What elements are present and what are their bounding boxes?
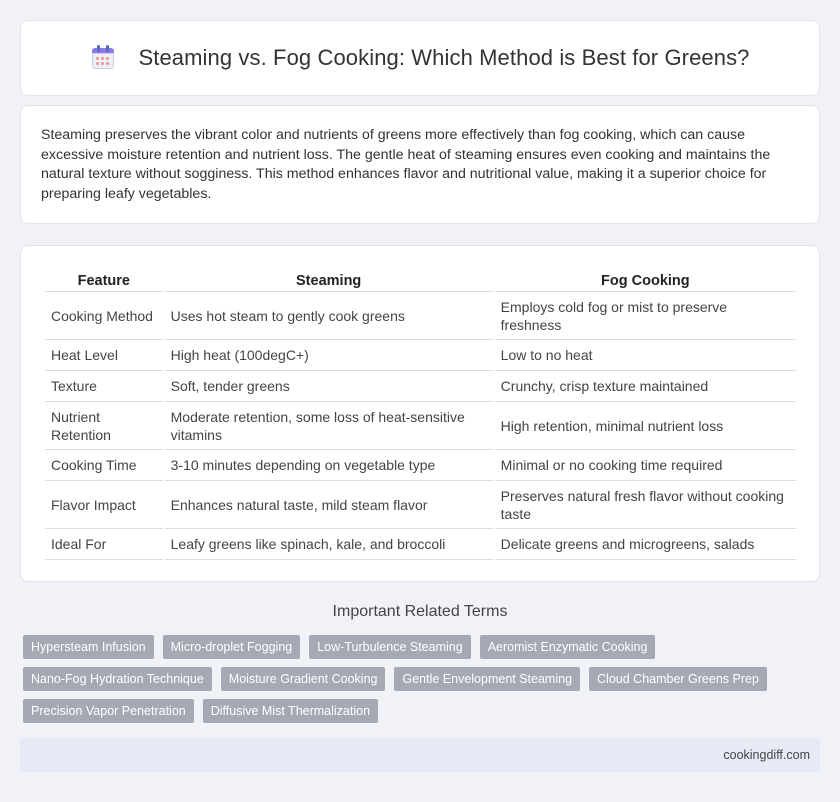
tag-nano-fog-hydration-technique[interactable]: Nano-Fog Hydration Technique — [23, 667, 212, 691]
tag-cloud-chamber-greens-prep[interactable]: Cloud Chamber Greens Prep — [589, 667, 767, 691]
cell-steaming: Enhances natural taste, mild steam flavor — [165, 481, 493, 529]
table-row — [45, 529, 796, 560]
cell-feature: Flavor Impact — [45, 481, 163, 529]
table-row — [45, 481, 796, 529]
tag-aeromist-enzymatic-cooking[interactable]: Aeromist Enzymatic Cooking — [480, 635, 656, 659]
cell-feature: Heat Level — [45, 340, 163, 371]
table-row — [45, 371, 796, 402]
table-row — [45, 292, 796, 340]
tag-moisture-gradient-cooking[interactable]: Moisture Gradient Cooking — [221, 667, 386, 691]
header-fog-cooking: Fog Cooking — [495, 266, 796, 292]
comparison-card — [20, 245, 820, 582]
table-row — [45, 340, 796, 371]
cell-feature: Cooking Method — [45, 292, 163, 340]
table-row — [45, 450, 796, 481]
cell-fog-cooking: Employs cold fog or mist to preserve freshness — [495, 292, 796, 340]
table-header-row — [45, 266, 796, 292]
related-terms-tags — [23, 635, 823, 723]
title-card — [20, 20, 820, 96]
cell-fog-cooking: Minimal or no cooking time required — [495, 450, 796, 481]
tag-gentle-envelopment-steaming[interactable]: Gentle Envelopment Steaming — [394, 667, 580, 691]
cell-steaming: 3-10 minutes depending on vegetable type — [165, 450, 493, 481]
footer — [20, 738, 820, 772]
intro-card — [20, 105, 820, 224]
tag-hypersteam-infusion[interactable]: Hypersteam Infusion — [23, 635, 154, 659]
cell-fog-cooking: High retention, minimal nutrient loss — [495, 402, 796, 450]
tag-diffusive-mist-thermalization[interactable]: Diffusive Mist Thermalization — [203, 699, 378, 723]
cell-steaming: High heat (100degC+) — [165, 340, 493, 371]
intro-paragraph: Steaming preserves the vibrant color and nutrients of greens more effectively than fog cooking, which can cause excessive moisture retention and nutrient loss. The gentle heat of steaming ensures even cooking and maintains the natural texture without sogginess. This method enhances flavor and nutritional value, making it a superior choice for preparing leafy vegetables. — [41, 127, 771, 202]
cell-steaming: Leafy greens like spinach, kale, and broccoli — [165, 529, 493, 560]
cell-fog-cooking: Preserves natural fresh flavor without cooking taste — [495, 481, 796, 529]
cell-steaming: Uses hot steam to gently cook greens — [165, 292, 493, 340]
cell-feature: Nutrient Retention — [45, 402, 163, 450]
header-steaming: Steaming — [165, 266, 493, 292]
cell-steaming: Moderate retention, some loss of heat-sensitive vitamins — [165, 402, 493, 450]
cell-fog-cooking: Delicate greens and microgreens, salads — [495, 529, 796, 560]
comparison-table — [43, 266, 798, 560]
cell-fog-cooking: Low to no heat — [495, 340, 796, 371]
cell-feature: Texture — [45, 371, 163, 402]
title-wrap — [90, 45, 749, 71]
related-terms-heading: Important Related Terms — [332, 603, 508, 620]
cell-steaming: Soft, tender greens — [165, 371, 493, 402]
cell-feature: Cooking Time — [45, 450, 163, 481]
tag-micro-droplet-fogging[interactable]: Micro-droplet Fogging — [163, 635, 301, 659]
tag-precision-vapor-penetration[interactable]: Precision Vapor Penetration — [23, 699, 194, 723]
table-row — [45, 402, 796, 450]
page-title: Steaming vs. Fog Cooking: Which Method is Best for Greens? — [138, 45, 750, 70]
footer-site: cookingdiff.com — [723, 748, 810, 762]
tag-low-turbulence-steaming[interactable]: Low-Turbulence Steaming — [309, 635, 470, 659]
cell-fog-cooking: Crunchy, crisp texture maintained — [495, 371, 796, 402]
calendar-icon — [90, 45, 116, 71]
header-feature: Feature — [45, 266, 163, 292]
cell-feature: Ideal For — [45, 529, 163, 560]
